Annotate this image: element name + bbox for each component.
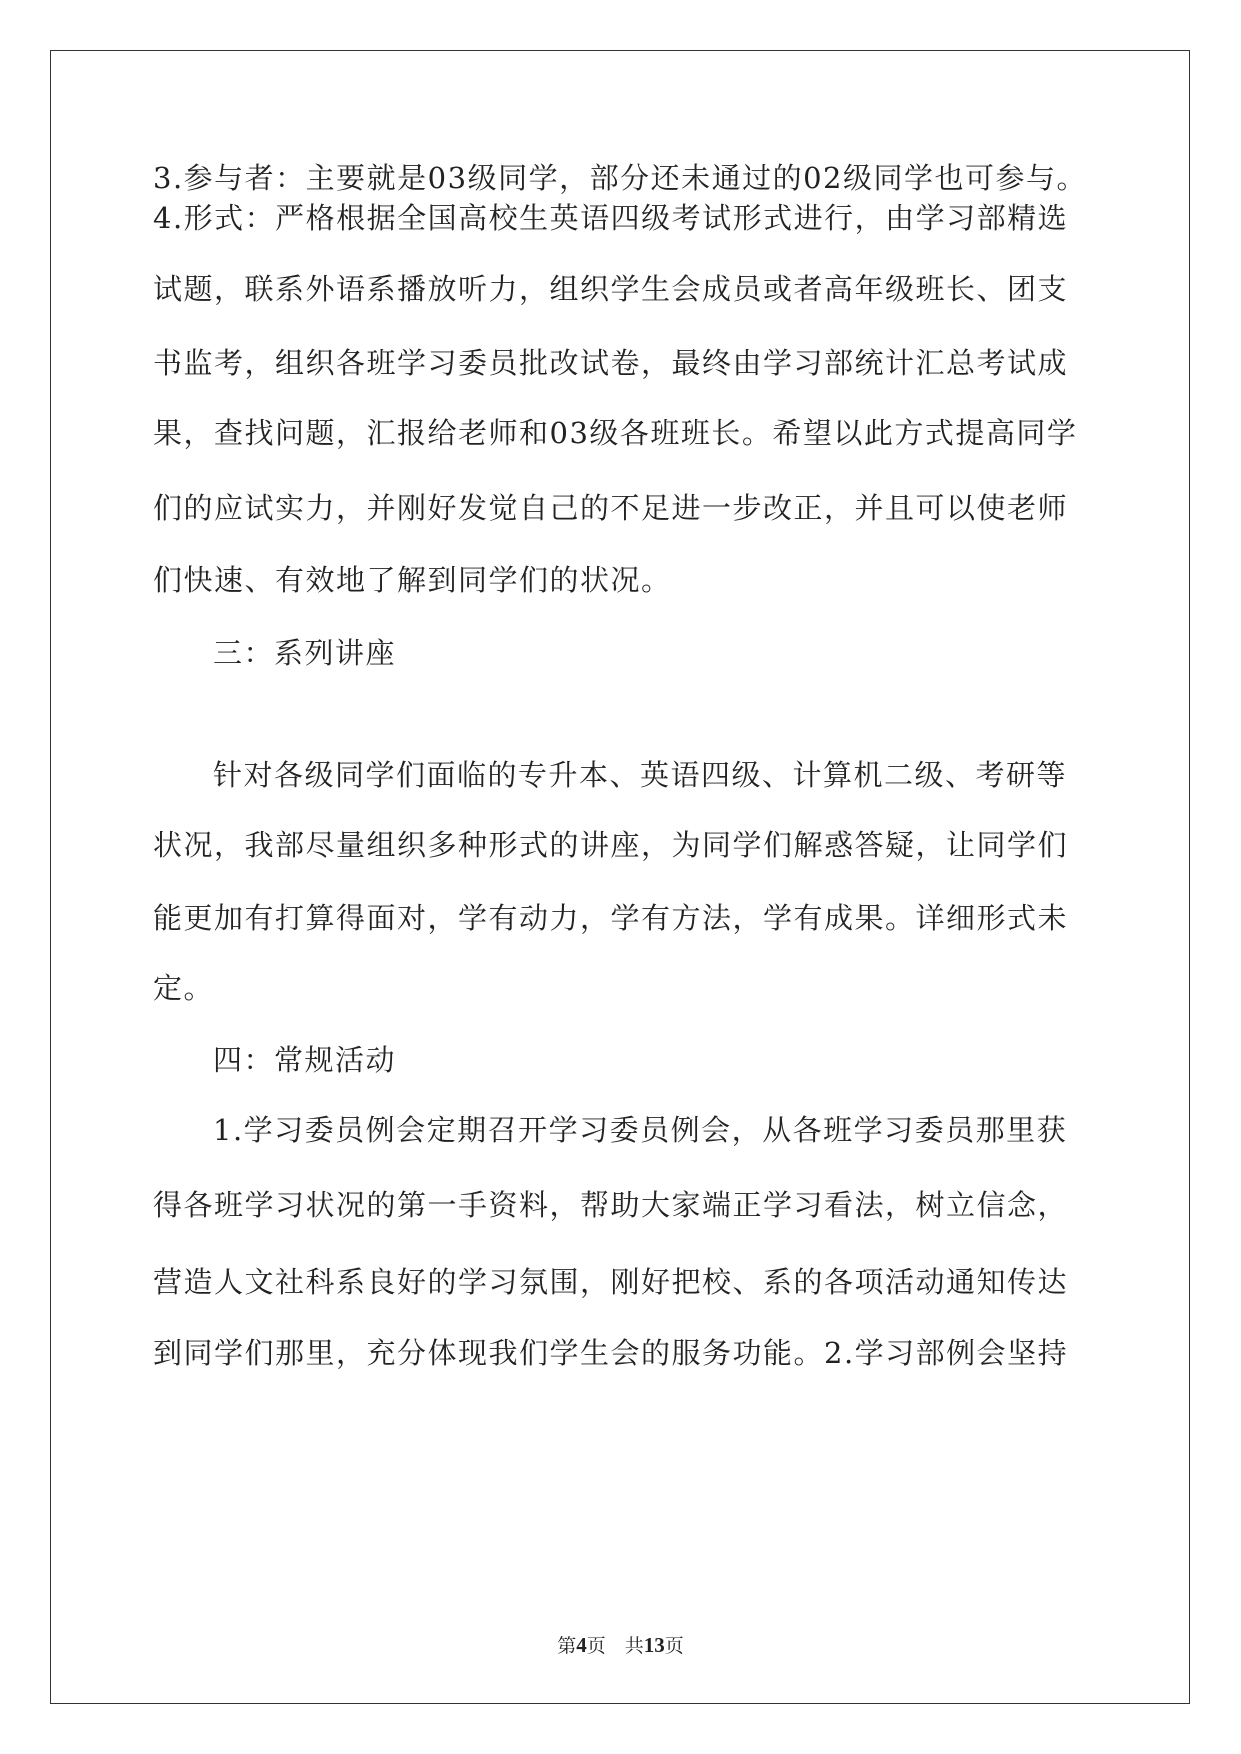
text-line: 能更加有打算得面对，学有动力，学有方法，学有成果。详细形式未 [153,901,1069,935]
text-line: 定。 [153,971,215,1005]
text-line: 1.学习委员例会定期召开学习委员例会，从各班学习委员那里获 [213,1113,1068,1147]
section-heading: 四：常规活动 [213,1043,397,1077]
page-footer [0,1633,1241,1658]
text-line: 果，查找问题，汇报给老师和03级各班班长。希望以此方式提高同学 [153,416,1078,450]
text-line: 营造人文社科系良好的学习氛围，刚好把校、系的各项活动通知传达 [153,1265,1069,1299]
text-line: 到同学们那里，充分体现我们学生会的服务功能。2.学习部例会坚持 [153,1336,1069,1370]
current-page-number: 4 [576,1633,587,1657]
text-line: 3.参与者：主要就是03级同学，部分还未通过的02级同学也可参与。 [153,161,1087,195]
footer-suffix: 页 [664,1635,684,1657]
text-line: 们的应试实力，并刚好发觉自己的不足进一步改正，并且可以使老师 [153,491,1069,525]
footer-mid: 页 共 [586,1635,644,1657]
text-line: 4.形式：严格根据全国高校生英语四级考试形式进行，由学习部精选 [153,201,1069,235]
text-line: 针对各级同学们面临的专升本、英语四级、计算机二级、考研等 [213,758,1068,792]
footer-prefix: 第 [557,1635,577,1657]
text-line: 书监考，组织各班学习委员批改试卷，最终由学习部统计汇总考试成 [153,346,1069,380]
section-heading: 三：系列讲座 [213,636,397,670]
text-line: 试题，联系外语系播放听力，组织学生会成员或者高年级班长、团支 [153,272,1069,306]
text-line: 状况，我部尽量组织多种形式的讲座，为同学们解惑答疑，让同学们 [153,828,1069,862]
text-line: 们快速、有效地了解到同学们的状况。 [153,563,672,597]
text-line: 得各班学习状况的第一手资料，帮助大家端正学习看法，树立信念， [153,1188,1069,1222]
total-pages-number: 13 [643,1633,665,1657]
